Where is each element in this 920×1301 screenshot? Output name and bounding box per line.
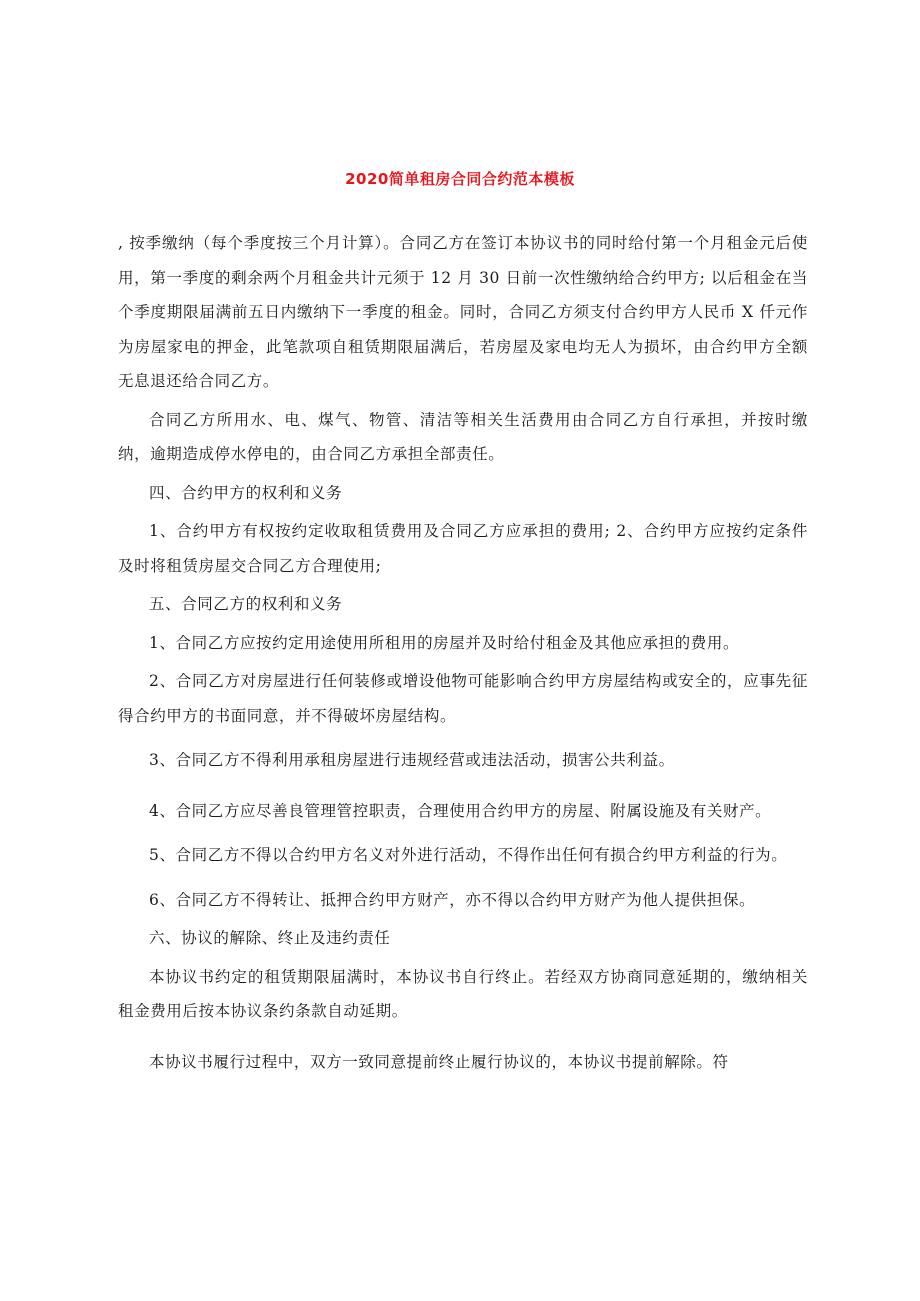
paragraph-early-termination: 本协议书履行过程中，双方一致同意提前终止履行协议的，本协议书提前解除。符 bbox=[149, 1052, 729, 1071]
paragraph-utilities: 合同乙方所用水、电、煤气、物管、清洁等相关生活费用由合同乙方自行承担，并按时缴纳，逾期造成停水停电的，由合同乙方承担全部责任。 bbox=[118, 410, 808, 463]
clause-b-5: 5、合同乙方不得以合约甲方名义对外进行活动，不得作出任何有损合约甲方利益的行为。 bbox=[149, 846, 788, 864]
clause-b-3: 3、合同乙方不得利用承租房屋进行违规经营或违法活动，损害公共利益。 bbox=[149, 751, 675, 769]
section-heading-party-a: 四、合约甲方的权利和义务 bbox=[149, 483, 343, 502]
paragraph-party-a-rights: 1、合约甲方有权按约定收取租赁费用及合同乙方应承担的费用; 2、合约甲方应按约定条件及时将租赁房屋交合同乙方合理使用; bbox=[118, 522, 808, 575]
clause-b-2: 2、合同乙方对房屋进行任何装修或增设他物可能影响合约甲方房屋结构或安全的，应事先征得合约甲方的书面同意，并不得破坏房屋结构。 bbox=[118, 672, 808, 725]
clause-b-6: 6、合同乙方不得转让、抵押合约甲方财产，亦不得以合约甲方财产为他人提供担保。 bbox=[149, 890, 756, 909]
paragraph-term-expiry: 本协议书约定的租赁期限届满时，本协议书自行终止。若经双方协商同意延期的，缴纳相关租金费用后按本协议条约条款自动延期。 bbox=[118, 967, 808, 1020]
document-body bbox=[118, 226, 808, 1079]
clause-b-1: 1、合同乙方应按约定用途使用所租用的房屋并及时给付租金及其他应承担的费用。 bbox=[149, 633, 740, 652]
section-heading-termination: 六、协议的解除、终止及违约责任 bbox=[149, 929, 391, 947]
paragraph-rent-payment: , 按季缴纳（每个季度按三个月计算）。合同乙方在签订本协议书的同时给付第一个月租金元后使用，第一季度的剩余两个月租金共计元须于 12 月 30 日前一次性缴纳给合约甲方; 以后租金在当个季度期限届满前五日内缴纳下一季度的租金。同时，合同乙方须支付合约甲方人民币 X 仟元作为房屋家电的押金，此笔款项自租赁期限届满后，若房屋及家电均无人为损坏，由合约甲方全额无息退还给合同乙方。 bbox=[118, 234, 808, 390]
section-heading-party-b: 五、合同乙方的权利和义务 bbox=[149, 595, 343, 613]
clause-b-4: 4、合同乙方应尽善良管理管控职责，合理使用合约甲方的房屋、附属设施及有关财产。 bbox=[149, 801, 772, 820]
document-title: 2020简单租房合同合约范本模板 bbox=[345, 170, 575, 188]
